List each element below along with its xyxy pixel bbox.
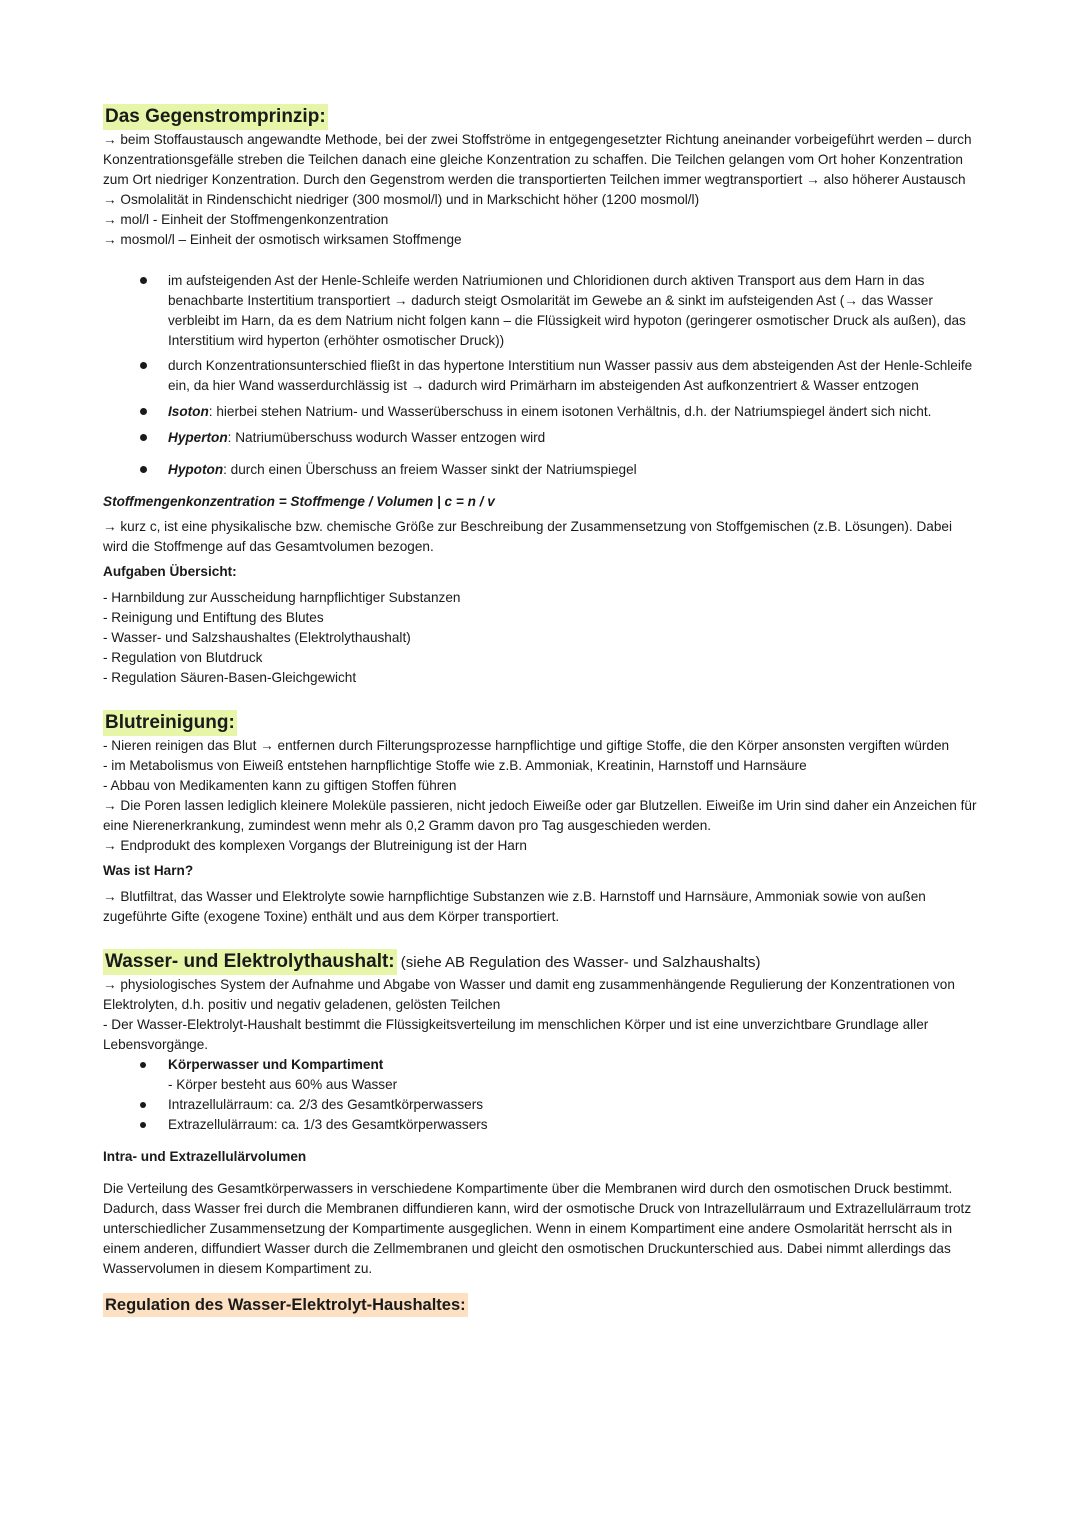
page-content [103, 104, 977, 1317]
term-hypoton [103, 460, 977, 480]
blut-line: - im Metabolismus von Eiweiß entstehen harnpflichtige Stoffe wie z.B. Ammoniak, Kreatinin, Harnstoff und Harnsäure [103, 758, 807, 773]
kompartiment-sub: - Körper besteht aus 60% aus Wasser [168, 1077, 398, 1092]
kompartiment-item-title [103, 1055, 977, 1075]
task-item: - Regulation Säuren-Basen-Gleichgewicht [103, 670, 357, 685]
tasks-title: Aufgaben Übersicht: [103, 564, 237, 579]
harn-text: → Blutfiltrat, das Wasser und Elektrolyte sowie harnpflichtige Substanzen wie z.B. Harnstoff und Harnsäure, Ammoniak sowie von außen zugeführte Gifte (exogene Toxine) enthält und aus dem Körper transportiert. [103, 889, 926, 924]
blut-line: - Nieren reinigen das Blut → entfernen durch Filterungsprozesse harnpflichtige und giftige Stoffe, die den Körper ansonsten vergiften würden [103, 738, 950, 753]
task-item: - Harnbildung zur Ausscheidung harnpflichtiger Substanzen [103, 590, 461, 605]
term-label: Isoton [168, 404, 209, 419]
gegenstrom-intro-1: → beim Stoffaustausch angewandte Methode, bei der zwei Stoffströme in entgegengesetzter Richtung aneinander vorbeigeführt werden – durch Konzentrationsgefälle streben die Teilchen danach eine gleiche Konzentration zu schaffen. Die Teilchen gelangen vom Ort hoher Konzentration zum Ort niedriger Konzentration. Durch den Gegenstrom werden die transportierten Teilchen immer wegtransportiert → also höherer Austausch [103, 132, 972, 187]
gegenstrom-bullet-2: durch Konzentrationsunterschied fließt in das hypertone Interstitium nun Wasser passiv aus dem absteigenden Ast der Henle-Schleife ein, da hier Wand wasserdurchlässig ist → dadurch wird Primärharn im absteigenden Ast aufkonzentriert & Wasser entzogen [103, 356, 977, 396]
wasser-heading-row [103, 949, 977, 975]
harn-title: Was ist Harn? [103, 863, 194, 878]
volumen-text: Die Verteilung des Gesamtkörperwassers in verschiedene Kompartimente über die Membranen wird durch den osmotischen Druck bestimmt. Dadurch, dass Wasser frei durch die Membranen diffundieren kann, wird der osmotische Druck von Intrazellulärraum und Extrazellulärraum trotz unterschiedlicher Zusammensetzung der Kompartimente ausgeglichen. Wenn in einem Kompartiment eine andere Osmolarität herrscht als in einem anderen, diffundiert Wasser durch die Zellmembranen und gleicht den osmotischen Druckunterschied aus. Dabei nimmt allerdings das Wasservolumen in diesem Kompartiment zu. [103, 1181, 972, 1276]
wasser-line: - Der Wasser-Elektrolyt-Haushalt bestimmt die Flüssigkeitsverteilung im menschlichen Körper und ist eine unverzichtbare Grundlage aller Lebensvorgänge. [103, 1017, 929, 1052]
task-item: - Wasser- und Salzshaushaltes (Elektrolythaushalt) [103, 630, 411, 645]
blut-line: → Die Poren lassen lediglich kleinere Moleküle passieren, nicht jedoch Eiweiße oder gar Blutzellen. Eiweiße im Urin sind daher ein Anzeichen für eine Nierenerkrankung, zumindest wenn mehr als 0,2 Gramm davon pro Tag ausgeschieden werden. [103, 798, 977, 833]
heading-gegenstromprinzip: Das Gegenstromprinzip: [103, 104, 328, 130]
kompartiment-title: Körperwasser und Kompartiment [168, 1057, 384, 1072]
kompartiment-space-list [103, 1095, 977, 1135]
wasser-heading-note: (siehe AB Regulation des Wasser- und Salzhaushalts) [396, 954, 761, 971]
term-label: Hyperton [168, 430, 228, 445]
kompartiment-item: Intrazellulärraum: ca. 2/3 des Gesamtkörperwassers [103, 1095, 977, 1115]
heading-blutreinigung: Blutreinigung: [103, 710, 237, 736]
gegenstrom-intro-3: → mol/l - Einheit der Stoffmengenkonzentration [103, 212, 389, 227]
term-text: : durch einen Überschuss an freiem Wasser sinkt der Natriumspiegel [223, 462, 637, 477]
tasks-list [103, 588, 977, 688]
heading-wasser-elektrolythaushalt: Wasser- und Elektrolythaushalt: [103, 949, 397, 975]
volumen-title: Intra- und Extrazellulärvolumen [103, 1149, 307, 1164]
blut-lines [103, 736, 977, 856]
task-item: - Regulation von Blutdruck [103, 650, 263, 665]
gegenstrom-intro-4: → mosmol/l – Einheit der osmotisch wirksamen Stoffmenge [103, 232, 462, 247]
task-item: - Reinigung und Entiftung des Blutes [103, 610, 324, 625]
heading-regulation: Regulation des Wasser-Elektrolyt-Haushaltes: [103, 1293, 468, 1317]
term-hyperton [103, 428, 977, 448]
kompartiment-list [103, 1055, 977, 1075]
term-label: Hypoton [168, 462, 224, 477]
formula-explanation: → kurz c, ist eine physikalische bzw. chemische Größe zur Beschreibung der Zusammensetzung von Stoffgemischen (z.B. Lösungen). Dabei wird die Stoffmenge auf das Gesamtvolumen bezogen. [103, 519, 953, 554]
blut-line: → Endprodukt des komplexen Vorgangs der Blutreinigung ist der Harn [103, 838, 527, 853]
wasser-line: → physiologisches System der Aufnahme und Abgabe von Wasser und damit eng zusammenhängende Regulierung der Konzentrationen von Elektrolyten, d.h. positiv und negativ geladenen, gelösten Teilchen [103, 977, 955, 1012]
gegenstrom-bullet-list [103, 271, 977, 480]
gegenstrom-bullet-1: im aufsteigenden Ast der Henle-Schleife werden Natriumionen und Chloridionen durch aktiven Transport aus dem Harn in das benachbarte Instertitium transportiert → dadurch steigt Osmolarität im Gewebe an & sinkt im aufsteigenden Ast (→ das Wasser verbleibt im Harn, da es dem Natrium nicht folgen kann – die Flüssigkeit wird hypoton (geringerer osmotischer Druck als außen), das Interstitium wird hyperton (erhöhter osmotischer Druck)) [103, 271, 977, 351]
kompartiment-item: Extrazellulärraum: ca. 1/3 des Gesamtkörperwassers [103, 1115, 977, 1135]
term-isoton [103, 402, 977, 422]
term-text: : hierbei stehen Natrium- und Wasserüberschuss in einem isotonen Verhältnis, d.h. der Natriumspiegel ändert sich nicht. [208, 404, 932, 419]
term-text: : Natriumüberschuss wodurch Wasser entzogen wird [227, 430, 546, 445]
formula-stoffmengenkonzentration: Stoffmengenkonzentration = Stoffmenge / Volumen | c = n / v [103, 494, 495, 509]
blut-line: - Abbau von Medikamenten kann zu giftigen Stoffen führen [103, 778, 457, 793]
gegenstrom-intro-2: → Osmolalität in Rindenschicht niedriger (300 mosmol/l) und in Markschicht höher (1200 mosmol/l) [103, 192, 700, 207]
